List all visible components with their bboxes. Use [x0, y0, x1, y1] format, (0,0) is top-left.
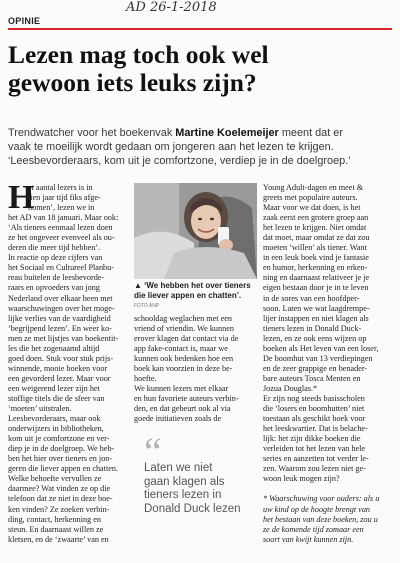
handwritten-date-note: AD 26-1-2018 — [126, 0, 217, 15]
text-line: series en aanzetten tot verder le- — [263, 454, 369, 464]
text-line: verleiden tot het lezen van hele — [263, 444, 366, 454]
text-line: schooldag weglachen met een — [134, 314, 232, 323]
text-line: steun. En daarnaast willen ze — [8, 524, 104, 534]
text-line: nomen’, lezen we in — [28, 203, 95, 213]
pull-quote-line: gaan klagen als — [144, 475, 225, 488]
text-line: en de zeer grappige en benader- — [263, 363, 368, 373]
text-line: Maar voor we dat doen, is het — [263, 203, 361, 213]
text-line: uw kind op de hoogte brengt van — [263, 504, 371, 514]
text-line: bare auteurs Tosca Menten en — [263, 373, 361, 383]
text-line: app fake-contact is, maar we — [134, 344, 228, 354]
text-line: waarschuwingen over het moge- — [8, 303, 115, 313]
text-line: ding, contact, herkenning en — [8, 514, 101, 524]
text-line: les die het zogenaamd altijd — [8, 343, 100, 353]
text-line: den, en dat gebeurt ook al via — [134, 404, 231, 414]
text-line: reau buitelen de leesbevorde- — [8, 273, 105, 283]
text-line: ning en daarnaast relativeer je je — [263, 273, 370, 283]
text-line: vriend of vriendin. We kunnen — [134, 324, 234, 334]
text-line: een weigerend lezer zijn het — [8, 383, 100, 393]
text-line: het bestaan van deze boeken, zou u — [263, 514, 378, 524]
photo-credit: FOTO ANP — [134, 303, 160, 309]
text-line: in de sores van een hoofdper- — [263, 293, 360, 303]
text-line: goede initiatieven zoals de — [134, 414, 222, 424]
text-line: lijer instappen en niet klagen als — [263, 313, 369, 323]
text-line: ‘moeten’ uitstralen. — [8, 404, 72, 414]
intro-text-part: Trendwatcher voor het boekenvak — [8, 127, 176, 139]
text-line: ben het hier over tieners en jon- — [8, 454, 113, 464]
text-line: soort van kwijt kunnen zijn. — [263, 534, 354, 544]
text-line: telefoon dat ze niet in deze boe- — [8, 494, 113, 504]
text-line: Young Adult-dagen en meet & — [263, 183, 364, 192]
text-line: die ‘losers en boomhutten’ niet — [263, 404, 365, 414]
text-line: ken vinden? Ze zoeken verbin- — [8, 504, 110, 514]
headline-line: Lezen mag toch ook wel — [8, 40, 269, 69]
text-line: geren die liever appen en chatten. — [8, 464, 119, 474]
text-line: het AD van 18 januari. Maar ook: — [8, 213, 119, 223]
text-line: raars en opvoeders van jong — [8, 283, 100, 293]
text-line: * Waarschuwing voor ouders: als u — [263, 494, 380, 504]
text-line: kunnen ook bedenken hoe een — [134, 354, 234, 364]
text-line: woon leuk mogen zijn? — [263, 474, 340, 484]
caption-line: ▲ ‘We hebben het over tieners — [134, 281, 251, 290]
text-line: De boomhut van 13 verdiepingen — [263, 353, 373, 363]
text-line: kletsen, en de ‘zwaarte’ van en — [8, 534, 109, 544]
text-line: winnende, mooie boeken voor — [8, 363, 108, 373]
intro-line: ‘Leesbevorderaars, kom uit je comfortzone, verdiep je in de doelgroep.’ — [8, 155, 351, 167]
text-line: moeten ‘willen’ als tiener. Want — [263, 243, 367, 253]
text-line: daarmee? Wat vinden ze op die — [8, 484, 111, 494]
quote-icon: “ — [144, 429, 162, 474]
text-line: het leeskwartier. Dat is belache- — [263, 424, 368, 434]
caption-line: die liever appen en chatten’. — [134, 290, 242, 300]
article-column-1 — [8, 179, 126, 545]
text-line: deren die meer tijd hebben’. — [8, 243, 101, 253]
photo-caption — [134, 281, 259, 300]
text-line: boeken als Het leven van een loser, — [263, 343, 379, 353]
text-line: onderwijzers in bibliotheken, — [8, 424, 104, 434]
text-line: ‘begrijpend lezen’. En weer ko- — [8, 323, 112, 333]
headline — [8, 41, 398, 97]
text-line: Jozua Douglas.* — [263, 383, 318, 393]
intro-line — [8, 126, 396, 140]
section-rule — [8, 28, 392, 30]
pull-quote-line: tieners lezen in — [144, 489, 222, 502]
text-line: toestaan als geschikt boek voor — [263, 414, 366, 424]
text-line: zaak eerst een grotere groep aan — [263, 213, 369, 223]
text-line: et aantal lezers is in — [28, 183, 93, 192]
article-column-2 — [134, 314, 257, 425]
text-line: Leesbevorderaars, maar ook — [8, 414, 101, 424]
pull-quote-line: Donald Duck lezen — [144, 502, 241, 515]
text-line: We kunnen lezers met elkaar — [134, 384, 229, 394]
intro-text-part: meent dat er — [278, 127, 343, 139]
text-line: Nederland over elkaar heen met — [8, 293, 113, 303]
headline-line: gewoon iets leuks zijn? — [8, 68, 257, 97]
text-line: diep je in de doelgroep. We heb- — [8, 444, 115, 454]
text-line: ze het ongeveer evenveel als ou- — [8, 233, 115, 243]
intro-line: vaak te moeilijk wordt gedaan om jongeren aan het lezen te krijgen. — [8, 141, 334, 153]
text-line: In reactie op deze cijfers van — [8, 253, 103, 263]
text-line: lijk: het zijn dikke boeken die — [263, 434, 361, 444]
article-column-3 — [263, 183, 393, 545]
text-line: greets met populaire auteurs. — [263, 193, 358, 203]
text-line: dat moet, maar omdat ze dat zou — [263, 233, 370, 243]
pull-quote-line: Laten we niet — [144, 462, 213, 474]
text-line: hoefte. — [134, 374, 157, 384]
text-line: in een leuk boek vind je fantasie — [263, 253, 369, 263]
text-line: een gevorderd lezer. Maar voor — [8, 373, 111, 383]
pull-quote — [144, 462, 259, 516]
text-line: Welke behoefte vervullen ze — [8, 474, 102, 484]
text-line: goed doen. Stuk voor stuk prijs- — [8, 353, 114, 363]
intro-text — [8, 126, 396, 168]
text-line: erover klagen dat contact via de — [134, 334, 239, 344]
text-line: lezen, en ze ook eens wijzen op — [263, 333, 367, 343]
text-line: ze de komende tijd zomaar een — [263, 524, 364, 534]
text-line: kom uit je comfortzone en ver- — [8, 434, 110, 444]
section-label: OPINIE — [8, 16, 41, 26]
article-photo — [134, 183, 257, 279]
text-line: tien jaar tijd fiks afge- — [28, 193, 101, 203]
text-line: en humor, herkenning en erken- — [263, 263, 368, 273]
text-line: zen. Waarom zou lezen niet ge- — [263, 464, 366, 474]
text-line: boek kan voorzien in deze be- — [134, 364, 233, 374]
text-line: en hun favoriete auteurs verbin- — [134, 394, 239, 404]
drop-cap: H — [8, 179, 35, 216]
text-line: tieners lezen in Donald Duck- — [263, 323, 362, 333]
text-line: het lezen te krijgen. Niet omdat — [263, 223, 367, 233]
text-line: soon. Laten we wat laagdrempe- — [263, 303, 370, 313]
text-line: lijke verlies van de vaardigheid — [8, 313, 111, 323]
text-line: Er zijn nog steeds basisscholen — [263, 393, 365, 403]
text-line: ‘Als tieners eenmaal lezen doen — [8, 223, 113, 233]
text-line: eigen bestaan door je in te leven — [263, 283, 369, 293]
text-line: men ze met lijstjes van boekentit- — [8, 333, 119, 343]
text-line: het Sociaal en Cultureel Planbu- — [8, 263, 114, 273]
photo-girl-with-phone — [134, 183, 257, 279]
text-line — [263, 484, 393, 494]
author-name: Martine Koelemeijer — [175, 127, 279, 139]
text-line: stoffige titels die de sfeer van — [8, 393, 105, 403]
